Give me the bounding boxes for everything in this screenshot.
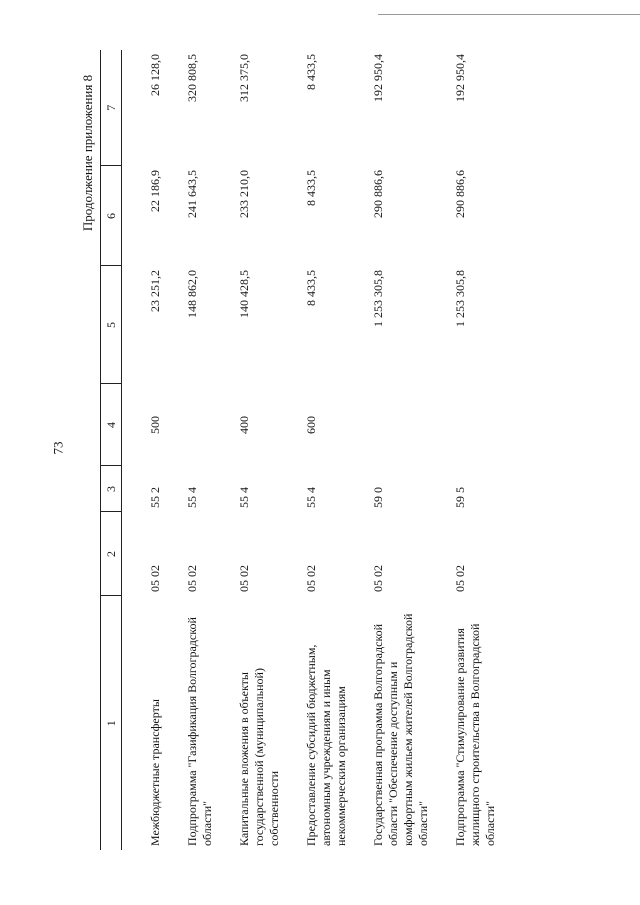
row-name: Предоставление субсидий бюджетным, автономным учреждениям и иным некоммерческим организациям: [304, 644, 348, 846]
header-col-6: 6: [101, 166, 122, 266]
header-row: [101, 50, 122, 850]
row-section-code: 05 02: [304, 565, 318, 592]
row-target-code: 59 0: [371, 487, 385, 508]
row-expense-type: [163, 384, 215, 466]
row-value-5: 140 428,5: [237, 270, 251, 318]
header-col-2: 2: [101, 512, 122, 596]
row-value-6: 8 433,5: [304, 170, 318, 206]
top-rule: [378, 14, 640, 15]
row-expense-type: 500: [148, 416, 162, 434]
header-col-3: 3: [101, 466, 122, 512]
row-value-7: 26 128,0: [148, 54, 162, 96]
table-row: [122, 50, 164, 850]
appendix-table: [100, 50, 498, 850]
header-col-7: 7: [101, 50, 122, 166]
row-name: Подпрограмма "Стимулирование развития жилищного строительства в Волгоградской области": [453, 623, 497, 846]
row-value-6: 290 886,6: [453, 170, 467, 218]
table-row: [431, 50, 498, 850]
row-name: Капитальные вложения в объекты государственной (муниципальной) собственности: [237, 668, 281, 846]
table-row: [215, 50, 282, 850]
row-value-6: 241 643,5: [185, 170, 199, 218]
table-row: [349, 50, 431, 850]
row-target-code: 55 2: [148, 487, 162, 508]
row-value-6: 233 210,0: [237, 170, 251, 218]
row-value-5: 23 251,2: [148, 270, 162, 312]
row-target-code: 59 5: [453, 487, 467, 508]
row-name: Межбюджетные трансферты: [148, 699, 162, 846]
header-col-5: 5: [101, 266, 122, 384]
row-name: Государственная программа Волгоградской области "Обеспечение доступным и комфортным жильем жителей Волгоградской области": [371, 613, 430, 846]
row-value-5: 1 253 305,8: [453, 270, 467, 327]
row-value-6: 290 886,6: [371, 170, 385, 218]
row-value-7: 8 433,5: [304, 54, 318, 90]
table-row: [282, 50, 349, 850]
row-expense-type: [349, 384, 431, 466]
header-col-1: 1: [101, 596, 122, 850]
header-col-4: 4: [101, 384, 122, 466]
row-value-7: 312 375,0: [237, 54, 251, 102]
row-value-6: 22 186,9: [148, 170, 162, 212]
appendix-table-rotated: [100, 50, 530, 850]
row-section-code: 05 02: [371, 565, 385, 592]
row-expense-type: 600: [304, 416, 318, 434]
row-section-code: 05 02: [453, 565, 467, 592]
row-section-code: 05 02: [237, 565, 251, 592]
row-value-7: 192 950,4: [371, 54, 385, 102]
row-target-code: 55 4: [304, 487, 318, 508]
row-value-5: 1 253 305,8: [371, 270, 385, 327]
row-expense-type: 400: [237, 416, 251, 434]
row-value-5: 148 862,0: [185, 270, 199, 318]
row-value-7: 320 808,5: [185, 54, 199, 102]
row-section-code: 05 02: [148, 565, 162, 592]
row-target-code: 55 4: [237, 487, 251, 508]
page-number: 73: [50, 441, 66, 455]
row-value-7: 192 950,4: [453, 54, 467, 102]
row-target-code: 55 4: [185, 487, 199, 508]
continuation-label: Продолжение приложения 8: [80, 74, 95, 232]
row-name: Подпрограмма "Газификация Волгоградской области": [185, 617, 214, 846]
table-row: [163, 50, 215, 850]
row-value-5: 8 433,5: [304, 270, 318, 306]
row-section-code: 05 02: [185, 565, 199, 592]
row-expense-type: [431, 384, 498, 466]
